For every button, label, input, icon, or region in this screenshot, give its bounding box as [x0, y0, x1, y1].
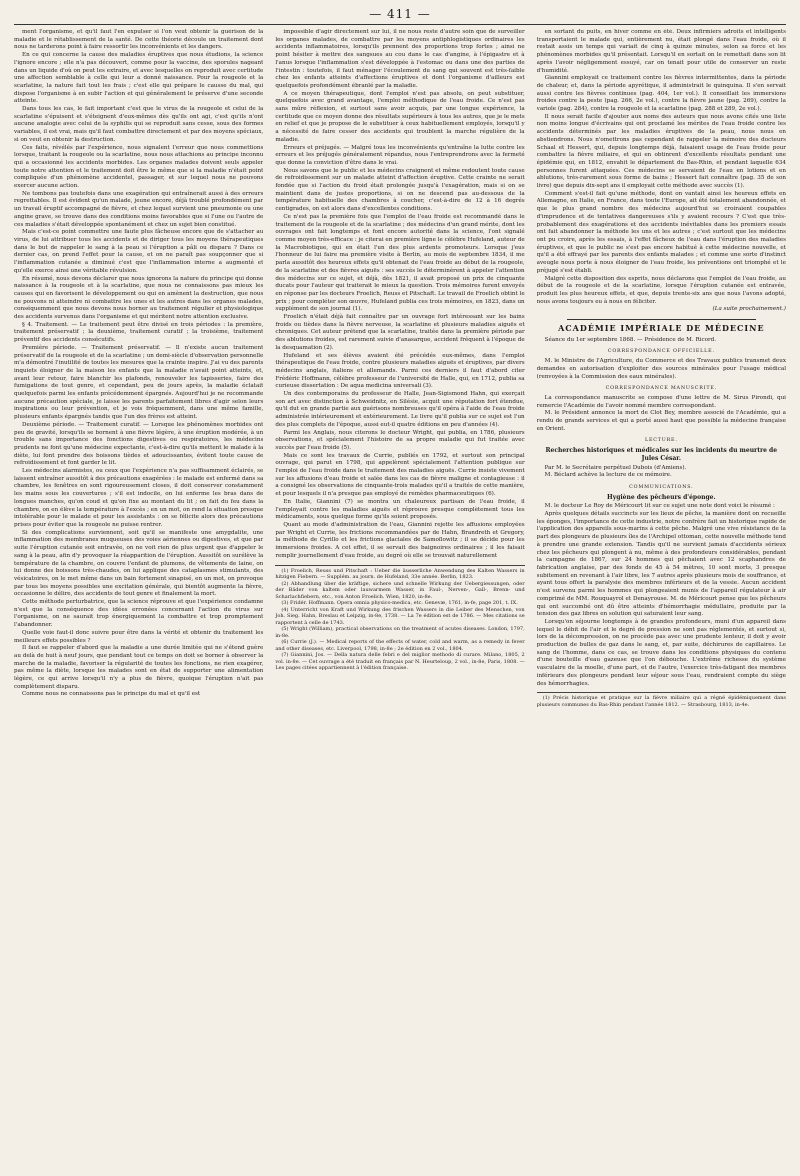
- paragraph: Malgré cette disposition des esprits, nous déclarons que l'emploi de l'eau froide, au début de la rougeole et de la scarlatine, lorsque l'éruption cutanée est entravée, produit les plus heureux effets, et que, depuis trente-six ans que nous l'avons adopté, nous avons toujours eu à nous en féliciter.: [536, 275, 786, 305]
- paragraph: Il faut se rappeler d'abord que la maladie a une durée limitée qui ne s'étend guère au delà de huit à neuf jours, que pendant tout ce temps on doit se borner à observer la marche de la maladie, favoriser la régularité de toutes les fonctions, ne rien exagérer, pas même la diète, lorsque les malades sont en état de supporter une alimentation légère, ce qui arrive lorsqu'il n'y a plus de fièvre, quoique l'éruption n'ait pas complètement disparu.: [14, 645, 264, 690]
- footnote: (3) Fridér. Hoffmann. Opera omnia physico-medica, etc. Genevæ, 1761, in-fe, page 201, t. IX.: [281, 600, 518, 607]
- paragraph: impossible d'agir directement sur lui, il ne nous reste d'autre soin que de surveiller les organes malades, de combattre par les moyens antiphlogistiques ordinaires les accidents inflammatoires, lorsqu'ils prennent des proportions trop fortes ; ainsi ne point hésiter à mettre des sangsues au cou dans le cas d'angine, à l'épigastre et à l'anus lorsque l'inflammation s'est développée à l'estomac ou dans une des parties de l'intestin : toutefois, il faut ménager l'écoulement du sang qui souvent est très-faible chez les enfants atteints d'affections éruptives et dont l'organisme d'ailleurs est quelquefois profondément ébranlé par la maladie.: [275, 29, 525, 89]
- paragraph: Les médecins alarmistes, ou ceux que l'expérience n'a pas suffisamment éclairés, se laissent entraîner aussitôt à des précautions exagérées : le malade est enfermé dans sa chambre, les fenêtres en sont rigoureusement closes, il doit conserver constamment les mains sous les couvertures ; s'il est indocile, on lui enferme les bras dans de longues manches, qu'on coud et qu'on fixe au montant du lit ; on fait du feu dans la chambre, on en élève la température à l'excès ; en un mot, on rend la situation presque intolérable pour le malade et pour les assistants : on se félicite alors des précautions prises pour éviter que la rougeole ne puisse rentrer.: [14, 468, 264, 528]
- footnote: (4) Unterricht von Kraft und Wirkung des frischen Wassers in die Leiber des Menschen, von Joh. Sieg. Hahn, Breslau et Leipzig, in-8e, 1738. — La 7e édition est de 1786. — Mes citations se rapportent à celle de 1743.: [275, 606, 525, 626]
- footnote: (6) Currie (J.). — Medical reports of the effects of water, cold and warm, as a remedy in fever and other diseases, etc. Liverpool, 1798, in-8e ; 2e édition en 2 vol., 1804.: [275, 639, 525, 652]
- header-rule: [14, 24, 786, 25]
- paragraph: Quelle voie faut-il donc suivre pour être dans la vérité et obtenir du traitement les meilleurs effets possibles ?: [14, 629, 264, 644]
- paragraph: Un des contemporains du professeur de Halle, Jean-Sigismond Hahn, qui exerçait son art avec distinction à Schweidnitz, en Silésie, acquit une réputation fort étendue, qu'il dut en grande partie aux guérisons nombreuses qu'il opéra à l'aide de l'eau froide administrée intérieurement et extérieurement. Le livre qu'il publia sur ce sujet est l'un des plus complets de l'époque, aussi eut-il quatre éditions en peu d'années (4).: [275, 391, 525, 428]
- footnotes: [275, 565, 524, 672]
- paragraph: Deuxième période. — Traitement curatif. — Lorsque les phénomènes morbides ont peu de gravité, lorsqu'ils se bornent à une fièvre légère, à une éruption modérée, à un trouble sans importance des fonctions digestives ou respiratoires, les médecins prudents ne font qu'une médecine expectante, c'est-à-dire qu'ils mettent le malade à la diète, lui font prendre des boissons tièdes et adoucissantes, évitent toute cause de refroidissement et font garder le lit.: [14, 421, 264, 467]
- paragraph: en sortant du puits, en hiver comme en été. Deux infirmiers adroits et intelligents transportaient le malade qui, entièrement nu, était plongé dans l'eau froide, où il restait assis un temps qui variait de cinq à quinze minutes, selon sa force et les phénomènes morbides qu'il présentait. Lorsqu'il en sortait on le remettait dans son lit après l'avoir négligemment essuyé, car on tenait pour utile de conserver un reste d'humidité.: [536, 29, 786, 74]
- paragraph: Ce n'est pas la première fois que l'emploi de l'eau froide est recommandé dans le traitement de la rougeole et de la scarlatine ; des médecins d'un grand mérite, dont les ouvrages ont fait longtemps et font encore autorité dans la science, l'ont signalé comme moyen très-efficace : je citerai en première ligne le célèbre Hufeland, auteur de la Macrobiotique, qui en était l'un des plus ardents promoteurs. Lorsque j'eus l'honneur de lui faire ma première visite à Berlin, au mois de septembre 1834, il me parla aussitôt des heureux effets qu'il obtenait de l'eau froide au début de la rougeole, de la scarlatine et des fièvres aiguës : ses succès le déterminèrent à appeler l'attention des médecins sur ce sujet, et déjà, dès 1821, il avait proposé un prix de cinquante ducats pour l'auteur qui traiterait le mieux la question. Trois mémoires furent envoyés en réponse par les docteurs Froelich, Reuss et Pitschaft. Le travail de Froelich obtint le prix ; pour compléter son œuvre, Hufeland publia ces trois mémoires, en 1823, dans un supplément de son journal (1).: [275, 213, 525, 313]
- paragraph: Il nous serait facile d'ajouter aux noms des auteurs que nous avons cités une liste non moins longue d'écrivains qui ont proclamé les mérites de l'eau froide contre les accidents déterminés par les maladies éruptives de la peau, nous nous en abstiendrons. Nous n'omettrons pas cependant de rappeler la mémoire des docteurs Schaal et Hessert, qui, depuis longtemps déjà, faisaient usage de l'eau froide pour combattre la fièvre miliaire, et qui en obtinrent d'excellents résultats pendant une épidémie qui, en 1812, envahit le département du Bas-Rhin, et pendant laquelle 634 personnes furent attaquées. Ces médecins se servaient de l'eau en lotions et en ablutions, très-rarement sous forme de bains ; Hessert fait connaître (pag. 35 de son livre) que depuis dix-sept ans il employait cette méthode avec succès (1).: [536, 113, 786, 190]
- right-footnote-text: (1) Précis historique et pratique sur la fièvre miliaire qui a régné épidémiquement dans plusieurs communes du Bas-Rhin pendant l'année 1812. — Strasbourg, 1813, in-4e.: [536, 695, 786, 708]
- official-correspondence-text: M. le Ministre de l'Agriculture, du Commerce et des Travaux publics transmet deux demandes en autorisation d'exploiter des sources minérales pour l'usage médical (renvoyées à la Commission des eaux minérales).: [536, 358, 786, 380]
- communications-title: Hygiène des pêcheurs d'éponge.: [607, 493, 716, 501]
- column-right-body: [537, 29, 786, 306]
- column-middle-body: [275, 29, 524, 561]
- paragraph: Hufeland et ses élèves avaient été précédés eux-mêmes, dans l'emploi thérapeutique de l'eau froide, contre plusieurs maladies aiguës et éruptives, par divers médecins anglais, italiens et allemands. Parmi ces derniers il faut d'abord citer Frédéric Hoffmann, célèbre professeur de l'université de Halle, qui, en 1712, publia sa curieuse dissertation : De aqua medicina universali (3).: [275, 352, 525, 390]
- lecture-title: Recherches historiques et médicales sur les incidents du meurtre de Jules César.: [545, 447, 778, 462]
- paragraph: En ce qui concerne la cause des maladies éruptives que nous étudions, la science l'ignore encore ; elle n'a pas découvert, comme pour la vaccine, des sporules nageant dans un liquide d'où on peut les extraire, et avec lesquelles on reproduit avec certitude une affection semblable à celle qui leur a donné naissance. Pour la rougeole et la scarlatine, la nature fait tout les frais ; c'est elle qui prépare le causse du mal, qui dispose l'organisme à en subir l'action et qui généralement le préserve d'une seconde atteinte.: [14, 52, 264, 105]
- paragraph: Froelich n'était déjà fait connaître par un ouvrage fort intéressant sur les bains froids ou tièdes dans la fièvre nerveuse, la scarlatine et plusieurs maladies aiguës et chroniques. Cet auteur prétend que la scarlatine, traitée dans la première période par des ablutions froides, est rarement suivie d'anasarque, accident fréquent à l'époque de la desquamation (2).: [275, 314, 525, 351]
- paragraph: Nous savons que le public et les médecins craignent et même redoutent toute cause de refroidissement sur un malade atteint d'affection éruptive. Cette crainte ne serait fondée que si l'action du froid était prolongée jusqu'à l'exagération, mais si on se maintient dans de justes proportions, si on ne descend pas au-dessous de la température habituelle des chambres à coucher, c'est-à-dire de 12 à 16 degrés centigrades, on est alors dans d'excellentes conditions.: [275, 167, 525, 213]
- manuscript-correspondence-heading: CORRESPONDANCE MANUSCRITE.: [605, 386, 717, 392]
- paragraph: Mais c'est-ce point commettre une faute plus fâcheuse encore que de s'attacher au virus, de lui attribuer tous les accidents et de diriger tous les moyens thérapeutiques dans le but de rappeler le sang à la peau si l'éruption a pâli ou disparu ? Dans ce dernier cas, on prend l'effet pour la cause, et on ne paraît pas soupçonner que si l'inflammation cutanée a diminué c'est que l'inflammation interne a augmenté et qu'elle exerce ainsi une véritable révulsion.: [14, 229, 264, 274]
- paragraph: Comme nous ne connaissons pas le principe du mal et qu'il est: [22, 691, 201, 698]
- lecture-heading: LECTURE.: [645, 438, 678, 444]
- paragraph: En Italie, Giannini (7) se montra un chaleureux partisan de l'eau froide, il l'employait contre les maladies aiguës et réprouve presque complètement tous les médicaments, sous quelque forme qu'ils soient proposés.: [275, 498, 525, 521]
- lecture-reading: M. Béclard achève la lecture de ce mémoire.: [544, 472, 672, 479]
- paragraph: Erreurs et préjugés. — Malgré tous les inconvénients qu'entraîne la lutte contre les erreurs et les préjugés généralement répandus, nous l'entreprendrons avec la fermeté que donne la conviction d'être dans le vrai.: [275, 144, 525, 166]
- paragraph: Dans tous les cas, le fait important c'est que le virus de la rougeole et celui de la scarlatine s'épuisent et s'éteignent d'eux-mêmes dès qu'ils ont agi, c'est qu'ils n'ont aucune analogie avec celui de la syphilis qui se reproduit sans cesse, sous des formes variables, il est vrai, mais qu'il faut combattre directement et par des moyens spéciaux, si on veut en obtenir la destruction.: [14, 106, 264, 143]
- paragraph: Première période. — Traitement préservatif. — Il n'existe aucun traitement préservatif de la rougeole et de la scarlatine ; un demi-siècle d'observation personnelle m'a démontré l'inutilité de toutes les mesures que la crainte inspire. J'ai vu des parents inquiets éloigner de la maison les enfants que la maladie n'avait point atteints, et, avant leur retour, faire blanchir les plafonds, renouveler les tapisseries, faire des fumigations de tout genre, et cependant, peu de jours après, la maladie éclatait quelquefois parmi les enfants précédemment épargnés. Aujourd'hui je ne recommande aucune précaution spéciale, je laisse les parents parfaitement libres d'agir selon leurs inspirations ou leur prévention, et je vois fréquemment, dans une même famille, plusieurs enfants épargnés tandis que l'un des frères est atteint.: [14, 344, 264, 421]
- paragraph: Cette méthode perturbatrice, que la science réprouve et que l'expérience condamne n'est que la conséquence des idées erronées concernant l'action du virus sur l'organisme, on ne saurait trop énergiquement la combattre et trop promptement l'abandonner.: [14, 599, 264, 629]
- footnote: (1) Froelich, Reuss und Pitschaft : Ueber die äusserliche Anwendung des Kalten Wassers in hitzigen Fiebern. — Supplém. au journ. de Hufeland, 33e année. Berlin, 1823.: [275, 567, 525, 581]
- right-footnote: [537, 692, 786, 708]
- paragraph: A ce moyen thérapeutique, dont l'emploi n'est pas absolu, on peut substituer, quelquefois avec grand avantage, l'emploi méthodique de l'eau froide. Ce n'est pas sans mûre réflexion, et surtout sans avoir acquis, par une longue expérience, la certitude que ce moyen donne des résultats supérieurs à tous les autres, que je le mets en relief et que je propose de le substituer à ceux habituellement employés, lorsqu'il y a nécessité de faire cesser des accidents qui troublent la marche régulière de la maladie.: [275, 90, 525, 143]
- communications-body: [537, 503, 786, 688]
- page-number: — 411 —: [369, 7, 431, 21]
- official-correspondence-heading: CORRESPONDANCE OFFICIELLE.: [607, 349, 715, 355]
- paragraph: Quant au mode d'administration de l'eau, Giannini rejette les affusions employées par Wright et Currie, les frictions recommandées par de Hahn, Brandreth et Gregory, la méthode de Cyrillo et les frictions glaciales de Samoïlowitz ; il se décide pour les immersions froides. A cet effet, il se servait des baignoires ordinaires ; il les faisait remplir journellement d'eau froide, au degré où elle se trouvait naturellement: [275, 522, 525, 559]
- session-line: Séance du 1er septembre 1868. — Présidence de M. Ricord.: [544, 336, 716, 343]
- footnote: (7) Giannini, Jos. — Della natura delle febri e del miglior methodo di curare. Milano, 1805, 2 vol. in-8e. — Cet ouvrage a été traduit en français par N. Heurteloup, 2 vol., in-8e, Paris, 1808. — Les pages citées appartiennent à l'édition française.: [275, 652, 525, 672]
- footnote: (2) Abhandlung über die kräftige, sichere und schnelle Wirkung der Uebergiessungen, oder der Bäder von kaltem oder lauwarmem Wasser, in Faul-, Nerven-, Gall-, Brenn- und Scharlachfiebern, etc., von Anton Froelich. Wien, 1820, in-8e.: [275, 580, 525, 600]
- column-right: [537, 29, 786, 1169]
- manuscript-correspondence-2: M. le Président annonce la mort de Clot Bey, membre associé de l'Académie, qui a rendu de grands services et qui a porté aussi haut que possible la médecine française en Orient.: [536, 410, 786, 432]
- column-left: [14, 29, 263, 1169]
- communication-paragraph: Lorsqu'on séjourne longtemps à de grandes profondeurs, muni d'un appareil dans lequel le débit de l'air et le degré de pression ne sont pas réglementés, et surtout si, lors de la décompression, on ne procède pas avec une prudente lenteur, il doit y avoir production de bulles de gaz dans le sang, et, par suite, déchirures de capillaires. Le sang de l'homme, dans ce cas, se trouve dans les conditions physiques du contenu d'une bouteille d'eau gazeuse que l'on débouche. L'extrême richesse du système vasculaire de la moelle, d'une part, et de l'autre, l'exercice très-fatigant des membres inférieurs des plongeurs pendant leur séjour sous l'eau, rendraient compte du siège des hémorrhagies.: [536, 618, 786, 687]
- paragraph: Parmi les Anglais, nous citerons le docteur Wright, qui publia, en 1786, plusieurs observations, et spécialement l'histoire de sa propre maladie qui fut traitée avec succès par l'eau froide (5).: [275, 429, 525, 451]
- communications-heading: COMMUNICATIONS.: [629, 484, 694, 490]
- paragraph: § 4. Traitement. — Le traitement peut être divisé en trois périodes : la première, traitement préservatif ; la deuxième, traitement curatif ; la troisième, traitement préventif des accidents consécutifs.: [14, 321, 264, 344]
- three-column-body: [14, 29, 786, 1169]
- communication-paragraph: M. le docteur Le Roy de Méricourt lit sur ce sujet une note dont voici le résumé :: [544, 503, 775, 510]
- continuation-note: (La suite prochainement.): [712, 306, 786, 313]
- paragraph: Si des complications surviennent, soit qu'il se manifeste une amygdalite, une inflammation des membranes muqueuses des voies aériennes ou digestives, et que par suite l'éruption cutanée soit entravée, on ne voit rien de plus urgent que d'appeler le sang à la peau, afin d'y provoquer la réapparition de l'éruption. Aussitôt on surélève la température de la chambre, on couvre l'enfant de plumons, de vêtements de laine, on lui donne des boissons très-chaudes, on lui applique des cataplasmes stimulants, des vésicatoires, on le met même dans un bain fortement sinapisé, en un mot, on provoque par tous les moyens possibles une excitation générale, qui bientôt augmente la fièvre, occasionne le délire, des accidents de tout genre et finalement la mort.: [14, 529, 264, 598]
- paragraph: Mais ce sont les travaux de Currie, publiés en 1792, et surtout son principal ouvrage, qui parut en 1798, qui appelèrent spécialement l'attention publique sur l'emploi de l'eau froide dans le traitement des maladies aiguës. Currie insiste vivement sur les affusions d'eau froide et salée dans les cas de fièvre maligne et contagieuse : il a consigné les observations de cinquante-trois malades qu'il a traités de cette manière, et pour lesquels il n'a presque pas employé de remèdes pharmaceutiques (6).: [275, 452, 525, 498]
- paragraph: En résumé, nous devons déclarer que nous ignorons la nature du principe qui donne naissance à la rougeole et à la scarlatine, que nous ne connaissons pas mieux les causes qui en favorisent le développement ou qui en amènent la destruction, que nous ne pouvons ni atteindre ni combattre les unes et les autres dans les organes malades, conséquemment que nous devons nous borner au traitement régulier et physiologique des accidents survenus dans l'organisme et qui méritent notre attention exclusive.: [14, 275, 264, 321]
- manuscript-correspondence-1: La correspondance manuscrite se compose d'une lettre de M. Sirus Pirondi, qui remercie l'Académie de l'avoir nommé membre correspondant.: [536, 394, 786, 409]
- communication-paragraph: Après quelques détails succincts sur les lieux de pêche, la manière dont on recueille les éponges, l'importance de cette industrie, notre confrère fait un historique rapide de l'application des appareils sous-marins à cette pêche. Malgré une vive résistance de la part des plongeurs de plusieurs îles de l'Archipel ottoman, cette nouvelle méthode tend à prendre une grande extension. Tandis qu'il ne survient jamais d'accidents sérieux chez les pêcheurs qui plongent à nu, même à des profondeurs considérables, pendant la campagne de 1867, sur 24 hommes qui pêchaient avec 12 scaphandres de fabrication anglaise, par des fonds de 45 à 54 mètres, 10 sont morts, 3 presque subitement en revenant à l'air libre, les 7 autres après plusieurs mois de souffrance, et ayant tous offert la paralysie des membres inférieurs et de la vessie. Aucun accident n'est survenu parmi les hommes qui plongeaient munis de l'appareil régulateur à air comprimé de MM. Rouquayrol et Denayrouse. M. de Méricourt pense que les pêcheurs qui ont succombé ont dû être atteints d'hémorrhagie médullaire, produite par la tension des gaz libres en solution qui saturaient leur sang.: [536, 511, 786, 618]
- academy-heading: ACADÉMIE IMPÉRIALE DE MÉDECINE: [558, 323, 765, 334]
- paragraph: Ne tombons pas toutefois dans une exagération qui entraînerait aussi à des erreurs regrettables. Il est évident qu'un malade, jeune encore, déjà troublé profondément par un travail éruptif accompagné de fièvre, et chez lequel survient une pneumonie ou une angine grave, se trouve dans des conditions moins favorables que si l'une ou l'autre de ces maladies s'était développée spontanément et chez un sujet bien constitué.: [14, 190, 264, 228]
- paragraph: Comment s'est-il fait qu'une méthode, dont on vantait ainsi les heureux effets en Allemagne, en Italie, en France, dans toute l'Europe, ait été totalement abandonnée, et que le plus grand nombre des médecins aujourd'hui se croiraient coupables d'imprudence et de tentatives dangereuses s'ils y avaient recours ? C'est que très-probablement des exagérations et des accidents inévitables dans les premiers essais ont fait abandonner la méthode les uns et les autres ; c'est surtout que les médecins ont pu croire, après les essais, à l'effet fâcheux de l'eau dans l'éruption des maladies éruptives, et que le public ne s'est pas encore habitué à cette médecine nouvelle, et qu'il a été effrayé par les parents des enfants malades ; et comme une sorte d'instinct aveugle nous porte à nous éloigner de l'eau froide, les préventions ont triomphé et le préjugé s'est établi.: [536, 190, 786, 274]
- paragraph: Ces faits, révélés par l'expérience, nous signalent l'erreur que nous commettions lorsque, traitant la rougeole ou la scarlatine, nous nous attachions au principe inconnu qui a occasionné les accidents morbides. Les organes malades doivent seuls appeler toute notre attention et le traitement doit être le même que si la maladie n'était point compliquée d'un phénomène accidentel, passager, et sur lequel nous ne pouvons exercer aucune action.: [14, 144, 264, 190]
- paragraph: Giannini employait ce traitement contre les fièvres intermittentes, dans la période de chaleur, et, dans la période apyrétique, il administrait le quinquina. Il s'en servait aussi contre les fièvres continues (pag. 404, 1er vol.). Il conseillait les immersions froides contre la peste (pag. 266, 2e vol.), contre la fièvre jaune (pag. 269), contre la variole (pag. 284), contre la rougeole et la scarlatine (pag. 288 et 289, 2e vol.).: [536, 75, 786, 113]
- column-middle: [275, 29, 524, 1169]
- footnote: (5) Wright (William), practical observations on the treatment of acutes diseases. London, 1797, in-8e.: [275, 626, 525, 639]
- lecture-author: Par M. le Secrétaire perpétuel Dubois (d'Amiens).: [544, 464, 687, 471]
- section-divider: [567, 319, 756, 320]
- paragraph: ment l'organisme, et qu'il faut l'en expulser si l'on veut obtenir la guérison de la maladie et le rétablissement de la santé. De cette théorie découle un traitement dont nous ne tarderons point à faire ressortir les inconvénients et les dangers.: [14, 29, 264, 51]
